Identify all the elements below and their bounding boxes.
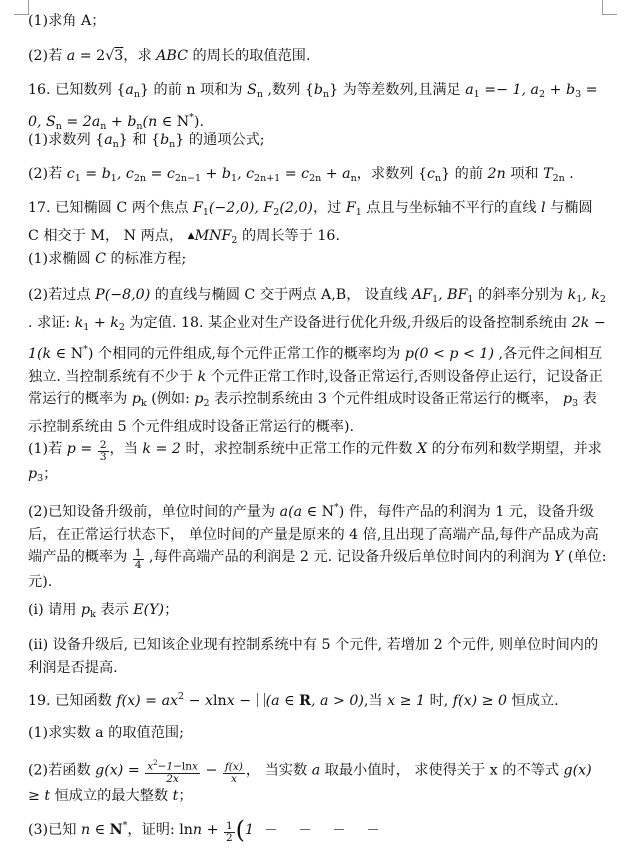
q18-part2: (2)已知设备升级前，单位时间的产量为 a(a ∈ N*) 件，每件产品的利润为 1 元，设备升级后，在正常运行状态下， 单位时间的产量是原来的 4 倍,且出现了高端产品,每件产品成为高端产品的概率为 $\frac{1}{4}$ ,每件高端产品的利润是 2 元. 记设备升级后单位时间内的利润为 Y (单位:元). bbox=[28, 502, 607, 590]
q15-part2: (2)若 a = 2√3，求 ABC 的周长的取值范围. bbox=[28, 48, 311, 64]
q18-part2-ii: (ii) 设备升级后, 已知该企业现有控制系统中有 5 个元件, 若增加 2 个元件, 则单位时间内的利润是否提高. bbox=[28, 637, 599, 676]
q17-part1: (1)求椭圆 C 的标准方程; bbox=[28, 251, 187, 267]
q18-part1: (1)若 p = $\frac{2}{3}$ ，当 k = 2 时，求控制系统中正常工作的元件数 X 的分布列和数学期望，并求 $p_3$； bbox=[28, 439, 607, 484]
q16-part1: (1)求数列 $\{a_n\}$ 和 $\{b_n\}$ 的通项公式; bbox=[28, 132, 265, 150]
q16-part2: (2)若 $c_1 = b_1$, $c_{2n} = c_{2n-1} + b_1$, $c_{2n+1} = c_{2n} + a_n$，求数列 $\{c_n\}$ 的前 2n 项和 $T_{2n}$ . bbox=[28, 166, 574, 184]
q19-stem: 19. 已知函数 $f(x) = ax^2 - xlnx - (a$ ∈ R, a > 0),当 x ≥ 1 时, f(x) ≥ 0 恒成立. bbox=[28, 691, 559, 709]
q17-stem: 17. 已知椭圆 C 两个焦点 $F_1(-2,0)$, $F_2(2,0)$，过 $F_1$ 点且与坐标轴不平行的直线 l 与椭圆 C 相交于 M， N 两点， $▲MNF_2$ 的周长等于 16. bbox=[28, 200, 598, 246]
q17-part2-q18-stem: (2)若过点 P(−8,0) 的直线与椭圆 C 交于两点 A,B， 设直线 $AF_1$, $BF_1$ 的斜率分别为 $k_1$, $k_2$ . 求证: $k_1 + k_2$ 为定值. 18. 某企业对生产设备进行优化升级,升级后的设备控制系统由 2k − 1(k ∈ N*) 个相同的元件组成,每个元件正常工作的概率均为 p(0 < p < 1) ,各元件之间相互独立. 当控制系统有不少于 k 个元件正常工作时,设备正常运行,否则设备停止运行，记设备正常运行的概率为 $p_k$ (例如: $p_2$ 表示控制系统由 3 个元件组成时设备正常运行的概率， $p_3$ 表示控制系统由 5 个元件组成时设备正常运行的概率). bbox=[28, 287, 611, 435]
text-cursor-icon bbox=[257, 693, 265, 707]
q19-part2: (2)若函数 g(x) = $\frac{x^2-1-\ln x}{2x}$ − $\frac{f(x)}{x}$ ， 当实数 a 取最小值时， 求使得关于 x 的不等式 g(x) ≥ t 恒成立的最大整数 t； bbox=[28, 759, 597, 804]
q15-part1: (1)求角 A； bbox=[28, 13, 106, 29]
q19-part1: (1)求实数 a 的取值范围; bbox=[28, 725, 184, 741]
q19-part3: (3)已知 n ∈ N*，证明: lnn + $\frac{1}{2}$ (1 bbox=[28, 815, 608, 844]
margin-corner-mark-left bbox=[14, 0, 29, 15]
q16-stem: 16. 已知数列 $\{a_n\}$ 的前 n 项和为 $S_n$ ,数列 $\{b_n\}$ 为等差数列,且满足 $a_1 =- 1$, $a_2 + b_3 = 0$, $S_n = 2a_n + b_n(n$ ∈ N*). bbox=[28, 82, 603, 132]
q18-part2-i: (i) 请用 $p_k$ 表示 E(Y)； bbox=[28, 602, 179, 620]
